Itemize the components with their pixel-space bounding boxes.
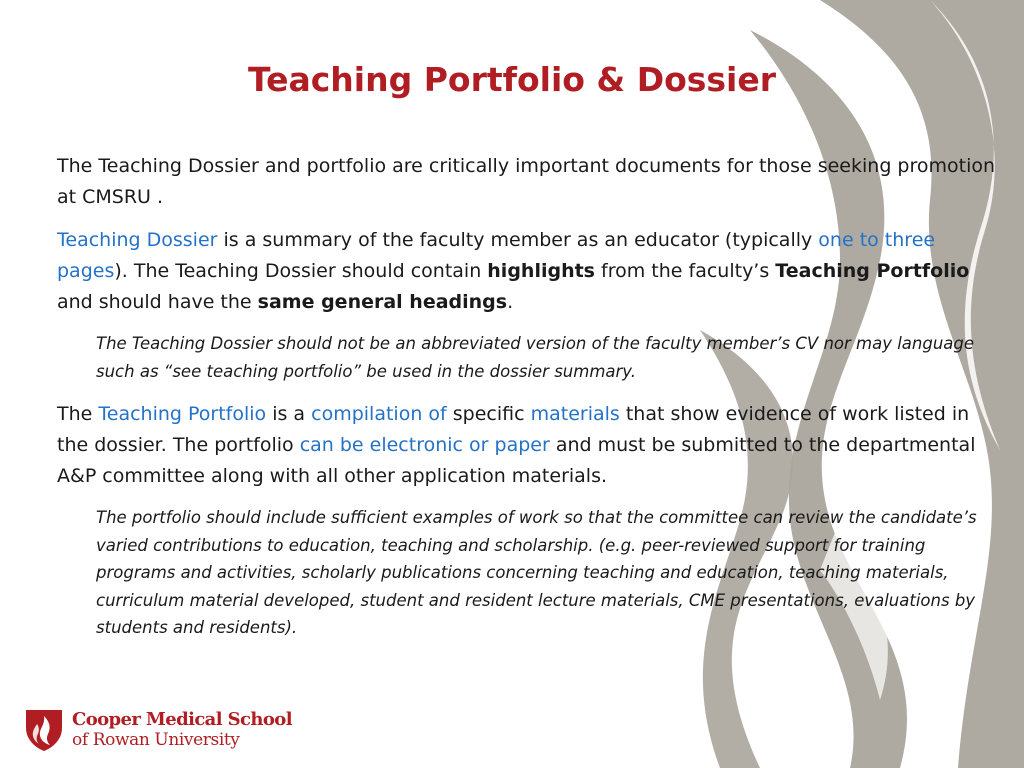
text-span: specific [446, 403, 531, 425]
text-span: . [507, 291, 514, 313]
text-span: ). The Teaching Dossier should contain [114, 260, 488, 282]
text-span: that show evidence of work listed in the dossier. The portfolio [57, 403, 970, 456]
term-page-count: one to three pages [57, 229, 936, 282]
term-materials: materials [530, 403, 620, 425]
slide-body [57, 151, 1002, 656]
logo-university-name: of Rowan University [72, 730, 240, 750]
logo-wordmark [72, 710, 292, 750]
term-same-general-headings: same general headings [257, 291, 508, 313]
note-dossier: The Teaching Dossier should not be an abbreviated version of the faculty member’s CV nor may language such as “see teaching portfolio” be used in the dossier summary. [96, 334, 975, 381]
shield-flame-icon [24, 708, 64, 752]
term-teaching-dossier: Teaching Dossier [57, 229, 218, 251]
text-span: from the faculty’s [595, 260, 776, 282]
paragraph-dossier [57, 225, 1002, 318]
text-span: is a [266, 403, 312, 425]
logo-school-name: Cooper Medical School [72, 709, 292, 730]
school-logo [24, 707, 292, 753]
slide-title: Teaching Portfolio & Dossier [247, 60, 777, 99]
term-teaching-portfolio: Teaching Portfolio [98, 403, 267, 425]
term-compilation-of: compilation of [311, 403, 447, 425]
text-span: The [57, 403, 99, 425]
term-highlights: highlights [487, 260, 595, 282]
paragraph-intro: The Teaching Dossier and portfolio are critically important documents for those seeking promotion at CMSRU . [57, 155, 996, 208]
term-teaching-portfolio-bold: Teaching Portfolio [775, 260, 970, 282]
note-portfolio: The portfolio should include sufficient examples of work so that the committee can review the candidate’s varied contributions to education, teaching and scholarship. (e.g. peer-reviewed support for training programs and activities, scholarly publications concerning teaching and education, teaching materials, curriculum material developed, student and resident lecture materials, CME presentations, evaluations by students and residents). [96, 508, 977, 637]
paragraph-portfolio [57, 399, 1002, 492]
term-electronic-or-paper: can be electronic or paper [299, 434, 550, 456]
text-span: and must be submitted to the departmental A&P committee along with all other application materials. [57, 434, 976, 487]
text-span: is a summary of the faculty member as an educator (typically [217, 229, 819, 251]
text-span: and should have the [57, 291, 258, 313]
